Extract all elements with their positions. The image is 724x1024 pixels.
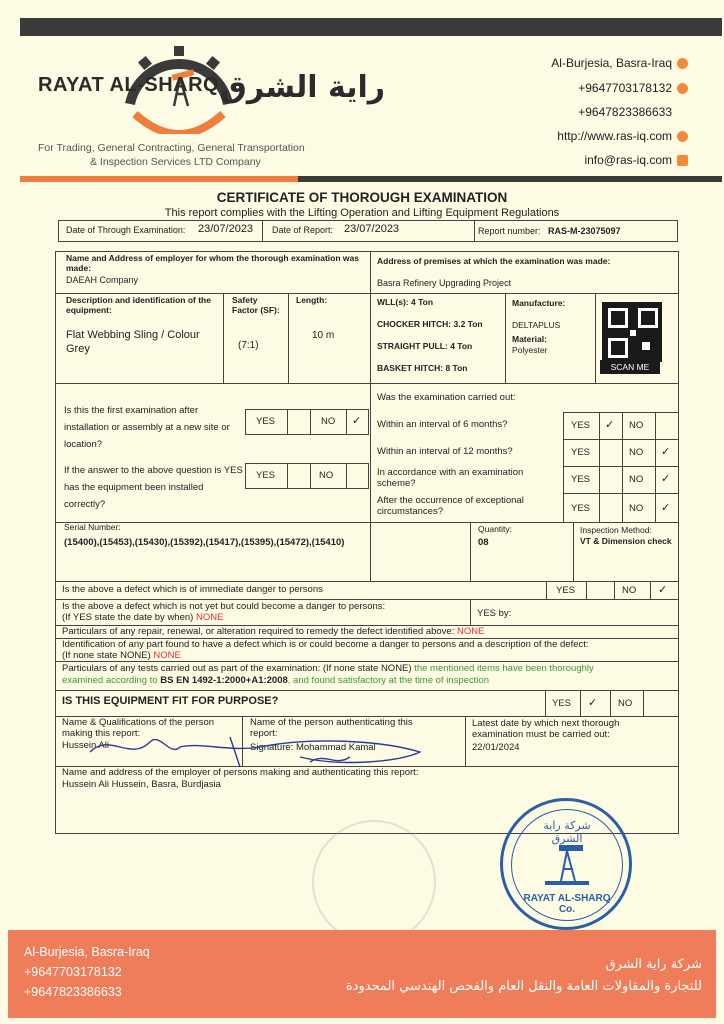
length-value: 10 m [312,330,335,341]
q-6-months: Within an interval of 6 months? [377,419,508,430]
tests-line-2 [62,675,489,686]
defect-none: NONE [153,650,181,661]
envelope-icon [677,155,688,166]
fit-yes[interactable]: YES [552,698,572,709]
premises-label: Address of premises at which the examination was made: [377,256,611,266]
quantity-value: 08 [478,537,489,548]
location-pin-icon [677,58,688,69]
contact-website[interactable] [557,129,688,143]
header-separator-dark [298,176,722,182]
12m-no-check: ✓ [661,446,671,458]
tests-particulars [62,663,674,674]
danger-yes[interactable]: YES [556,585,576,596]
q-future-danger-note [62,612,223,623]
employer-label: Name and Address of employer for whom the thorough examination was made: [66,253,359,273]
exam-date-label: Date of Through Examination: [66,225,186,235]
brand-name-ar: راية الشرق [220,70,386,105]
length-label: Length: [296,295,328,305]
12m-no[interactable]: NO [629,447,644,458]
q-immediate-danger: Is the above a defect which is of immediate danger to persons [62,584,323,595]
footer-address: Al-Burjesia, Basra-Iraq [24,945,150,959]
choker-hitch: CHOCKER HITCH: 3.2 Ton [377,319,483,329]
6m-yes-check: ✓ [605,419,615,431]
header-separator-orange [20,176,298,182]
6m-no[interactable]: NO [629,420,644,431]
description-value: Flat Webbing Sling / Colour Grey [66,329,200,355]
contact-email[interactable] [584,153,688,167]
future-danger-none: NONE [195,612,224,623]
installed-yes[interactable]: YES [256,470,276,481]
scheme-yes[interactable]: YES [571,474,591,485]
safety-factor-label: Safety Factor (SF): [232,295,280,315]
first-exam-no[interactable]: NO [321,416,336,427]
manufacture-label: Manufacture: [512,298,566,308]
premises-value: Basra Refinery Upgrading Project [377,278,512,288]
defect-identification-note-text: (If none state NONE) [62,650,151,661]
reporter-label: Name & Qualifications of the person making this report: [62,717,215,739]
globe-icon [677,131,688,142]
next-exam-label: Latest date by which next thorough examination must be carried out: [472,718,620,740]
phone-icon [677,83,688,94]
tagline-line-2: & Inspection Services LTD Company [90,156,261,168]
fit-for-purpose-label: IS THIS EQUIPMENT FIT FOR PURPOSE? [62,695,279,707]
footer-company-name-ar: شركة راية الشرق [605,957,702,972]
footer-company-ar [346,954,702,998]
phone-1-text: +9647703178132 [578,81,672,95]
brand-name-en: RAYAT AL-SHARQ [38,74,220,96]
danger-no[interactable]: NO [622,585,637,596]
12m-yes[interactable]: YES [571,447,591,458]
stamp-text-ar: شركة راية الشرق [543,819,591,845]
reporter-name: Hussein Ali [62,740,109,751]
certificate-title: CERTIFICATE OF THOROUGH EXAMINATION [216,190,508,205]
q-carried-out: Was the examination carried out: [377,392,516,403]
6m-yes[interactable]: YES [571,420,591,431]
employer2-value: Hussein Ali Hussein, Basra, Burdjasia [62,779,221,790]
q-scheme: In accordance with an examination scheme? [377,467,524,489]
stamp-pump-icon [541,841,593,887]
repair-none: NONE [457,626,485,637]
report-date-value: 23/07/2023 [344,223,400,235]
website-link[interactable]: http://www.ras-iq.com [557,129,672,143]
repair-particulars [62,626,484,637]
inspection-value: VT & Dimension check [580,536,672,546]
contact-phone-1 [578,81,688,95]
email-link[interactable]: info@ras-iq.com [584,153,672,167]
tests-result-1: the mentioned items have been thoroughly [414,663,594,674]
scheme-no[interactable]: NO [629,474,644,485]
inspection-label: Inspection Method: [580,525,652,535]
footer-contacts [24,942,150,1002]
phone-2-text: +9647823386633 [578,105,672,119]
faded-stamp-watermark [312,820,436,944]
stamp-text-en: RAYAT AL-SHARQ Co. [523,893,611,915]
fit-no[interactable]: NO [618,698,633,709]
scheme-no-check: ✓ [661,473,671,485]
certificate-subtitle: This report complies with the Lifting Operation and Lifting Equipment Regulations [164,207,560,219]
q-installed-correctly: If the answer to the above question is YES has the equipment been installed correctly? [64,465,243,510]
scan-me-label: SCAN ME [600,360,660,374]
installed-no[interactable]: NO [319,470,334,481]
q-12-months: Within an interval of 12 months? [377,446,513,457]
q-exceptional: After the occurrence of exceptional circumstances? [377,495,524,517]
basket-hitch: BASKET HITCH: 8 Ton [377,363,468,373]
exceptional-yes[interactable]: YES [571,503,591,514]
tagline-line-1: For Trading, General Contracting, General Transportation [38,142,305,154]
footer-services-ar: للتجارة والمقاولات العامة والنقل العام والفحص الهندسي المحدودة [345,979,702,994]
material-label: Material: [512,334,547,344]
serial-value: (15400),(15453),(15430),(15392),(15417),(15395),(15472),(15410) [64,537,345,548]
wll-value: WLL(s): 4 Ton [377,297,434,307]
company-tagline [38,141,305,169]
quantity-label: Quantity: [478,524,513,534]
safety-factor-value: (7:1) [238,340,259,351]
q-first-examination: Is this the first examination after installation or assembly at a new site or location? [64,405,230,450]
company-stamp [500,798,632,930]
danger-no-check: ✓ [658,584,668,596]
qr-code-icon[interactable] [602,302,662,362]
contact-phone-2 [578,105,688,119]
exceptional-no[interactable]: NO [629,503,644,514]
employer2-label: Name and address of the employer of persons making and authenticating this report: [62,767,419,778]
authenticator-signature: Signature: Mohammad Kamal [250,742,376,753]
exceptional-no-check: ✓ [661,502,671,514]
description-label: Description and identification of the equipment: [66,295,211,315]
report-number-value: RAS-M-23075097 [548,226,621,236]
tests-result-3: , and found satisfactory at the time of inspection [287,675,489,686]
header-top-bar [20,18,722,36]
first-exam-yes[interactable]: YES [256,416,276,427]
material-value: Polyester [512,345,548,355]
defect-identification: Identification of any part found to have a defect which is or could become a danger to persons and a description of the defect: [62,639,589,650]
tests-result-2: examined according to [62,675,158,686]
report-date-label: Date of Report: [272,225,334,235]
tests-label: Particulars of any tests carried out as part of the examination: (If none state NONE) [62,663,412,674]
q-future-danger-note-text: (If YES state the date by when) [62,612,194,623]
repair-label: Particulars of any repair, renewal, or alteration required to remedy the defect identified above: [62,626,455,637]
straight-pull: STRAIGHT PULL: 4 Ton [377,341,473,351]
next-exam-date: 22/01/2024 [472,742,520,753]
blank-icon [677,107,688,118]
employer-value: DAEAH Company [66,275,139,285]
contact-address [551,56,688,70]
q-future-danger: Is the above a defect which is not yet but could become a danger to persons: [62,601,386,612]
footer-phone-1: +9647703178132 [24,965,122,979]
yes-by-label: YES by: [477,608,512,619]
fit-yes-check: ✓ [588,697,598,709]
report-number-label: Report number: [478,226,541,236]
footer-phone-2: +9647823386633 [24,985,122,999]
serial-label: Serial Number: [64,522,121,532]
address-text: Al-Burjesia, Basra-Iraq [551,56,672,70]
tests-standard: BS EN 1492-1:2000+A1:2008 [160,675,288,686]
defect-identification-note [62,650,181,661]
manufacture-value: DELTAPLUS [512,320,561,330]
first-exam-no-check: ✓ [352,415,362,427]
authenticator-label: Name of the person authenticating this report: [250,717,413,739]
exam-date-value: 23/07/2023 [198,223,254,235]
